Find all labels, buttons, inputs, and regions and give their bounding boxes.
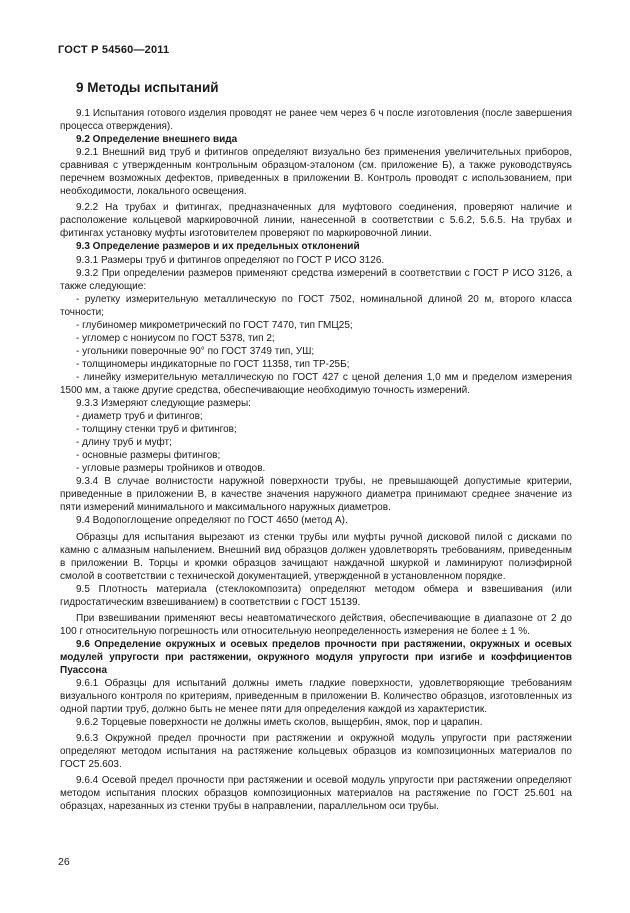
document-body bbox=[60, 107, 572, 813]
subsection-heading-9-2: 9.2 Определение внешнего вида bbox=[76, 134, 238, 146]
list-item: - рулетку измерительную металлическую по ГОСТ 7502, номинальной длиной 20 м, второго класса точности; bbox=[60, 293, 572, 318]
paragraph-9-3-4: 9.3.4 В случае волнистости наружной поверхности трубы, не превышающей допустимые критерии, приведенные в приложении В, в качестве значения наружного диаметра принимают среднее значение из пяти измерений минимального и максимального наружных диаметров. bbox=[60, 476, 572, 514]
paragraph-9-6-1: 9.6.1 Образцы для испытаний должны иметь гладкие поверхности, удовлетворяющие требованиям визуального контроля по критериям, приведенным в приложении В. Количество образцов, изготовленных из одной партии труб, должно быть не менее пяти для определения каждой из характеристик. bbox=[60, 678, 572, 716]
list-item: - угловые размеры тройников и отводов. bbox=[76, 463, 266, 475]
paragraph-weighing: При взвешивании применяют весы неавтоматического действия, обеспечивающие в диапазоне от 2 до 100 г относительную погрешность или относительную неопределенность измерения не более ± 1 %. bbox=[60, 612, 572, 637]
paragraph-samples: Образцы для испытания вырезают из стенки трубы или муфты ручной дисковой пилой с дисками по камню с алмазным напылением. Внешний вид образцов должен удовлетворять требованиям, приведенным в приложении В. Торцы и кромки образцов зачищают наждачной шкуркой и ламинируют полиэфирной смолой в соответствии с технической документацией, утвержденной в установленном порядке. bbox=[60, 531, 572, 582]
list-item: - основные размеры фитингов; bbox=[76, 450, 221, 462]
paragraph-9-3-1: 9.3.1 Размеры труб и фитингов определяют по ГОСТ Р ИСО 3126. bbox=[76, 254, 385, 266]
section-title: 9 Методы испытаний bbox=[76, 80, 219, 95]
list-item: - толщиномеры индикаторные по ГОСТ 11358, тип ТР-25Б; bbox=[76, 358, 350, 370]
paragraph-9-2-1: 9.2.1 Внешний вид труб и фитингов определяют визуально без применения увеличительных приборов, сравнивая с утвержденным контрольным образцом-эталоном (см. приложение Б), а также руководствуясь перечнем возможных дефектов, приведенных в приложении В. Контроль проводят с использованием, при необходимости, локального освещения. bbox=[60, 147, 572, 198]
paragraph-9-5: 9.5 Плотность материала (стеклокомпозита) определяют методом обмера и взвешивания (или гидростатическим взвешиванием) в соответствии с ГОСТ 15139. bbox=[60, 583, 572, 608]
list-item: - диаметр труб и фитингов; bbox=[76, 411, 203, 423]
subsection-heading-9-6: 9.6 Определение окружных и осевых пределов прочности при растяжении, окружных и осевых модулей упругости при растяжении, окружного модуля упругости при изгибе и коэффициентов Пуассона bbox=[60, 638, 572, 676]
paragraph-9-6-3: 9.6.3 Окружной предел прочности при растяжении и окружной модуль упругости при растяжении определяют методом испытания на растяжение кольцевых образцов из композиционных материалов по ГОСТ 25.603. bbox=[60, 733, 572, 771]
paragraph-9-3-3: 9.3.3 Измеряют следующие размеры: bbox=[76, 398, 251, 410]
paragraph-9-2-2: 9.2.2 На трубах и фитингах, предназначенных для муфтового соединения, проверяют наличие и расположение кольцевой маркировочной линии, нанесенной в соответствии с 5.6.2, 5.6.5. На трубах и фитингах установку муфты изготовителем проверяют по маркировочной линии. bbox=[60, 202, 572, 240]
subsection-heading-9-3: 9.3 Определение размеров и их предельных отклонений bbox=[76, 241, 360, 253]
paragraph-9-6-4: 9.6.4 Осевой предел прочности при растяжении и осевой модуль упругости при растяжении определяют методом испытания плоских образцов композиционных материалов на растяжение по ГОСТ 25.601 на образцах, нарезанных из стенки трубы в направлении, параллельном оси трубы. bbox=[60, 775, 572, 813]
list-item: - линейку измерительную металлическую по ГОСТ 427 с ценой деления 1,0 мм и пределом измерения 1500 мм, а также другие средства, обеспечивающие необходимую точность измерений. bbox=[60, 371, 572, 396]
paragraph-9-6-2: 9.6.2 Торцевые поверхности не должны иметь сколов, выщербин, ямок, пор и царапин. bbox=[76, 717, 483, 729]
list-item: - длину труб и муфт; bbox=[76, 437, 172, 449]
list-item: - толщину стенки труб и фитингов; bbox=[76, 424, 237, 436]
list-item: - глубиномер микрометрический по ГОСТ 7470, тип ГМЦ25; bbox=[76, 319, 353, 331]
paragraph-9-1: 9.1 Испытания готового изделия проводят не ранее чем через 6 ч после изготовления (после завершения процесса отверждения). bbox=[60, 108, 572, 133]
paragraph-9-3-2: 9.3.2 При определении размеров применяют средства измерений в соответствии с ГОСТ Р ИСО 3126, а также следующие: bbox=[60, 267, 572, 292]
paragraph-9-4: 9.4 Водопоглощение определяют по ГОСТ 4650 (метод А). bbox=[76, 515, 348, 527]
list-item: - угломер с нониусом по ГОСТ 5378, тип 2; bbox=[76, 332, 275, 344]
page-number: 26 bbox=[58, 856, 70, 868]
standard-header: ГОСТ Р 54560—2011 bbox=[58, 44, 170, 56]
list-item: - угольники поверочные 90° по ГОСТ 3749 тип, УШ; bbox=[76, 345, 315, 357]
